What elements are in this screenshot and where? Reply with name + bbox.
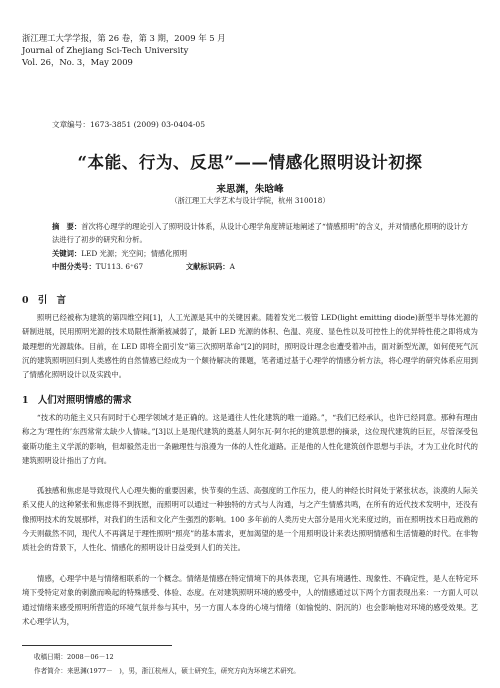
journal-name-cn: 浙江理工大学学报，第 26 卷，第 3 期，2009 年 5 月	[22, 33, 226, 43]
section-heading-1: 1 人们对照明情感的需求	[22, 395, 132, 406]
intro-paragraph: 照明已经被称为建筑的第四维空间[1]，人工光源是其中的关键因素。随着发光二极管 LED(light emitting diode)新型半导体光源的研制进展，民用照明光源的技术局限性渐渐被减弱了，最新 LED 光源的体积、色温、亮度、显色性以及可控性上的优异特性使之即将成为最理想的光源载体。目前，在 LED 即将全面引发“第三次照明革命”[2]的同时，照明设计理念也遭受着冲击，面对新型光源，如何使死气沉沉的建筑照明回归到人类感性的自然情感已经成为一个颇待解决的课题，笔者通过基于心理学的情感分析方法，将心理学的研究体系应用到了情感化照明设计以及实践中。	[22, 313, 478, 380]
abstract-text: 首次将心理学的理论引入了照明设计体系，从设计心理学角度辨证地阐述了“情感照明”的含义，并对情感化照明的设计方法进行了初步的研究和分析。	[52, 222, 469, 244]
clc-label: 中图分类号：	[52, 262, 96, 271]
clc-code: TU113. 6⁺67	[95, 262, 144, 271]
affiliation: （浙江理工大学艺术与设计学院，杭州 310018）	[170, 196, 330, 205]
footnote-received: 收稿日期：2008－06－12	[34, 653, 114, 661]
paper-title: “本能、行为、反思”——情感化照明设计初探	[77, 153, 423, 172]
section-heading-intro: 0 引 言	[22, 295, 67, 306]
journal-name-en: Journal of Zhejiang Sci-Tech University	[22, 45, 189, 55]
footnote-rule	[22, 645, 172, 646]
abstract	[52, 221, 472, 246]
body-paragraph-1: “技术的功能主义只有同时于心理学领域才是正确的。这是通往人性化建筑的唯一道路。”，“我们已经承认，也许已经同意。那种有理由称之为‘理性的’东西常常太缺少人情味。”[3]以上是现代建筑的奠基人阿尔瓦·阿尔托的建筑思想的摘录，这位现代建筑的巨匠，尽管深受包豪斯功能主义学派的影响，但却毅然走出一条融理性与浪漫为一体的人性化道路。正是他的人性化建筑创作思想与手法，才为工业化时代的建筑照明设计指出了方向。	[22, 413, 478, 465]
keywords-label: 关键词：	[52, 249, 82, 258]
body-paragraph-3: 情感，心理学中是与情绪相联系的一个概念。情绪是情感在特定情境下的具体表现，它具有境遇性、现象性、不确定性，是人在特定环境下受特定对象的刺激而唤起的特殊感受、体验、态度。在对建筑照明环境的感受中，人的情感通过以下两个方面表现出来：一方面人可以通过情绪来感受照明所营造的环境气氛并参与其中，另一方面人本身的心境与情绪（如愉悦的、阴沉的）也会影响他对环境的感受效果。艺术心理学认为，	[22, 574, 478, 626]
body-paragraph-2: 孤独感和焦虑是导致现代人心理失衡的重要因素，快节奏的生活、高强度的工作压力，使人的神经长时间处于紧张状态，淡漠的人际关系又使人的这种紧张和焦虑得不到抚慰，而照明可以通过一种独特的方式与人沟通，与之产生情感共鸣，在所有的近代技术发明中，还没有像照明技术的发展那样，对我们的生活和文化产生强烈的影响。100 多年前的人类历史大部分是用火光来度过的，而在照明技术日趋成熟的今天则截然不同，现代人不再满足于理性照明“照亮”的基本需求，更加渴望的是一个用照明设计来表达照明情感和生活情趣的时代。在非物质社会的背景下，人性化、情感化的照明设计日益受到人们的关注。	[22, 486, 478, 553]
doc-code-label: 文献标识码：	[185, 262, 230, 271]
doc-code: A	[229, 262, 235, 271]
abstract-label: 摘 要：	[52, 222, 82, 231]
classification	[52, 262, 235, 272]
journal-volume: Vol. 26，No. 3，May 2009	[22, 57, 133, 67]
footnote-author: 作者简介：来思渊(1977－ )，男，浙江杭州人，硕士研究生，研究方向为环境艺术研究。	[34, 667, 300, 675]
keywords-text: LED 光源；光空间；情感化照明	[81, 249, 188, 258]
authors: 来思渊，朱晗峰	[216, 184, 284, 195]
article-number: 文章编号：1673-3851 (2009) 03-0404-05	[52, 120, 206, 129]
keywords	[52, 249, 187, 259]
